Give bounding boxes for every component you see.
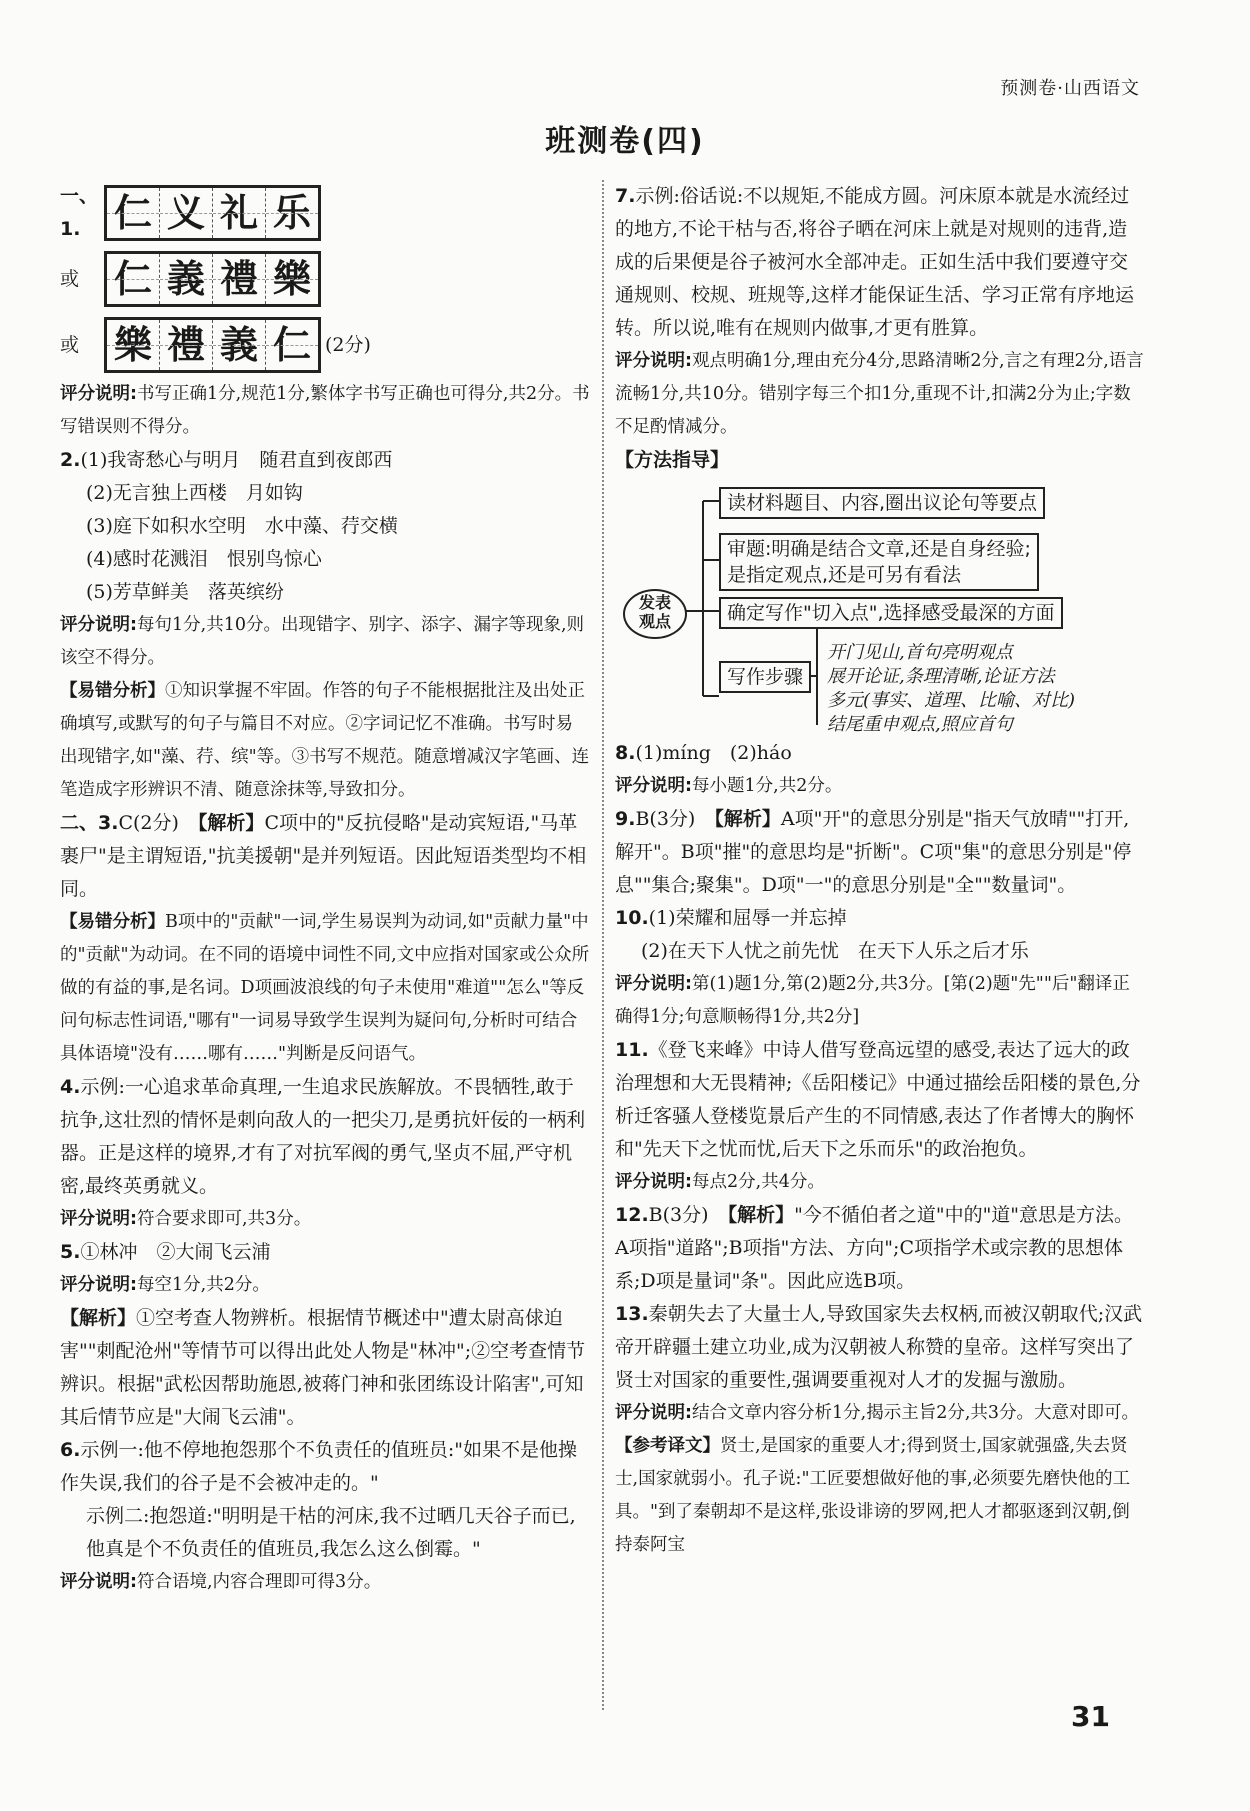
q2-error-analysis: 【易错分析】①知识掌握不牢固。作答的句子不能根据批注及出处正确填写,或默写的句子与篇目不对应。②字词记忆不准确。书写时易出现错字,如"藻、荇、缤"等。③书写不规范。随意增减汉字笔画、连笔造成字形辨识不清、随意涂抹等,导致扣分。	[60, 681, 590, 800]
q3-answer: 二、3.C(2分) 【解析】C项中的"反抗侵略"是动宾短语,"马革裹尸"是主谓短语,"抗美援朝"是并列短语。因此短语类型均不相同。	[60, 812, 587, 900]
q10-line: 10.(1)荣耀和屈辱一并忘掉	[615, 907, 847, 929]
q11-scoring: 评分说明:每点2分,共4分。	[615, 1172, 825, 1192]
q2-line: (5)芳草鲜美 落英缤纷	[86, 581, 284, 603]
writing-step: 多元(事实、道理、比喻、对比)	[827, 690, 1076, 711]
q10-block	[615, 902, 1145, 1034]
grid-cell: 仁	[107, 254, 160, 304]
grid-cell: 仁	[107, 188, 160, 238]
q6-block	[60, 1434, 590, 1599]
grid-cell: 樂	[266, 254, 318, 304]
q6-example-2: 示例二:抱怨道:"明明是干枯的河床,我不过晒几天谷子而已,他真是个不负责任的值班员,我怎么这么倒霉。"	[86, 1505, 576, 1560]
character-grid	[104, 251, 321, 307]
q5-answer: 5.①林冲 ②大闹飞云浦	[60, 1241, 271, 1263]
q2-block	[60, 444, 590, 807]
character-grid	[104, 317, 321, 373]
mind-map-branch: 写作步骤	[719, 661, 811, 693]
q1-grid-row-1	[60, 180, 590, 246]
q2-scoring: 评分说明:每句1分,共10分。出现错字、别字、添字、漏字等现象,则该空不得分。	[60, 615, 585, 668]
q12-answer: 12.B(3分) 【解析】"今不循伯者之道"中的"道"意思是方法。A项指"道路";B项指"方法、方向";C项指学术或宗教的思想体系;D项是量词"条"。因此应选B项。	[615, 1204, 1134, 1292]
q6-example-1: 6.示例一:他不停地抱怨那个不负责任的值班员:"如果不是他操作失误,我们的谷子是不会被冲走的。"	[60, 1439, 577, 1494]
mind-map-branch: 审题:明确是结合文章,还是自身经验; 是指定观点,还是可另有看法	[719, 533, 1039, 591]
q1-points: (2分)	[325, 333, 371, 356]
q9-answer: 9.B(3分) 【解析】A项"开"的意思分别是"指天气放晴""打开,解开"。B项"摧"的意思均是"折断"。C项"集"的意思分别是"停息""集合;聚集"。D项"一"的意思分别是"全""数量词"。	[615, 808, 1132, 896]
right-column	[615, 180, 1145, 1562]
grid-cell: 樂	[107, 320, 160, 370]
grid-cell: 礼	[213, 188, 266, 238]
grid-cell: 禮	[160, 320, 213, 370]
grid-cell: 義	[213, 320, 266, 370]
q13-block	[615, 1298, 1145, 1562]
running-header: 预测卷·山西语文	[1000, 78, 1140, 99]
grid-cell: 乐	[266, 188, 318, 238]
q6-scoring: 评分说明:符合语境,内容合理即可得3分。	[60, 1572, 382, 1592]
q8-scoring: 评分说明:每小题1分,共2分。	[615, 776, 843, 796]
q7-scoring: 评分说明:观点明确1分,理由充分4分,思路清晰2分,言之有理2分,语言流畅1分,共10分。错别字每三个扣1分,重现不计,扣满2分为止;字数不足酌情减分。	[615, 351, 1144, 437]
q1-grid-row-2	[60, 246, 590, 312]
column-divider	[602, 180, 604, 1710]
q2-line: (3)庭下如积水空明 水中藻、荇交横	[86, 515, 398, 537]
q9-block	[615, 803, 1145, 902]
q8-answer: 8.(1)míng (2)háo	[615, 742, 792, 764]
q13-answer: 13.秦朝失去了大量士人,导致国家失去权柄,而被汉朝取代;汉武帝开辟疆土建立功业,成为汉朝被人称赞的皇帝。这样写突出了贤士对国家的重要性,强调要重视对人才的发掘与激励。	[615, 1303, 1143, 1391]
method-mind-map	[615, 483, 1145, 733]
mind-map-branch: 确定写作"切入点",选择感受最深的方面	[719, 597, 1063, 629]
q3-block	[60, 807, 590, 1071]
page-number: 31	[1071, 1700, 1110, 1733]
q2-line: (4)感时花溅泪 恨别鸟惊心	[86, 548, 322, 570]
q5-block	[60, 1236, 590, 1434]
mind-map-root: 发表 观点	[623, 589, 687, 639]
q1-grid-row-3	[60, 312, 590, 378]
q11-answer: 11.《登飞来峰》中诗人借写登高远望的感受,表达了远大的政治理想和大无畏精神;《岳阳楼记》中通过描绘岳阳楼的景色,分析迁客骚人登楼览景后产生的不同情感,表达了作者博大的胸怀和"先天下之忧而忧,后天下之乐而乐"的政治抱负。	[615, 1039, 1141, 1160]
mind-map-branch: 读材料题目、内容,圈出议论句等要点	[719, 487, 1045, 519]
q3-error-analysis: 【易错分析】B项中的"贡献"一词,学生易误判为动词,如"贡献力量"中的"贡献"为动词。在不同的语境中词性不同,文中应指对国家或公众所做的有益的事,是名词。D项画波浪线的句子未使用"难道""怎么"等反问句标志性词语,"哪有"一词易导致学生误判为疑问句,分析时可结合具体语境"没有……哪有……"判断是反问语气。	[60, 912, 590, 1064]
q13-reference-translation: 【参考译文】贤士,是国家的重要人才;得到贤士,国家就强盛,失去贤士,国家就弱小。孔子说:"工匠要想做好他的事,必须要先磨快他的工具。"到了秦朝却不是这样,张设诽谤的罗网,把人才都驱逐到汉朝,倒持泰阿宝	[615, 1436, 1131, 1555]
q5-analysis: 【解析】①空考查人物辨析。根据情节概述中"遭太尉高俅迫害""刺配沧州"等情节可以得出此处人物是"林冲";②空考查情节辨识。根据"武松因帮助施恩,被蒋门神和张团练设计陷害",可知其后情节应是"大闹飞云浦"。	[60, 1307, 586, 1428]
q2-line: 2.(1)我寄愁心与明月 随君直到夜郎西	[60, 449, 393, 471]
q12-block	[615, 1199, 1145, 1298]
q10-line: (2)在天下人忧之前先忧 在天下人乐之后才乐	[641, 940, 1029, 962]
or-label: 或	[60, 267, 80, 290]
grid-cell: 禮	[213, 254, 266, 304]
q13-scoring: 评分说明:结合文章内容分析1分,揭示主旨2分,共3分。大意对即可。	[615, 1403, 1140, 1423]
q5-scoring: 评分说明:每空1分,共2分。	[60, 1275, 270, 1295]
q2-line: (2)无言独上西楼 月如钩	[86, 482, 303, 504]
page-title: 班测卷(四)	[545, 124, 705, 159]
q10-scoring: 评分说明:第(1)题1分,第(2)题2分,共3分。[第(2)题"先""后"翻译正确得1分;句意顺畅得1分,共2分]	[615, 974, 1130, 1027]
method-guide-label: 【方法指导】	[615, 449, 730, 471]
q4-scoring: 评分说明:符合要求即可,共3分。	[60, 1209, 312, 1229]
q1-block	[60, 180, 590, 444]
q7-block	[615, 180, 1145, 733]
q4-block	[60, 1071, 590, 1236]
q11-block	[615, 1034, 1145, 1199]
writing-step: 开门见山,首句亮明观点	[827, 642, 1013, 663]
q1-scoring: 评分说明:书写正确1分,规范1分,繁体字书写正确也可得分,共2分。书写错误则不得分。	[60, 384, 590, 437]
left-column	[60, 180, 590, 1599]
grid-cell: 義	[160, 254, 213, 304]
q7-answer: 7.示例:俗话说:不以规矩,不能成方圆。河床原本就是水流经过的地方,不论干枯与否,将谷子晒在河床上就是对规则的违背,造成的后果便是谷子被河水全部冲走。正如生活中我们要遵守交通规则、校规、班规等,这样才能保证生活、学习正常有序地运转。所以说,唯有在规则内做事,才更有胜算。	[615, 185, 1135, 339]
grid-cell: 仁	[266, 320, 318, 370]
writing-step: 展开论证,条理清晰,论证方法	[827, 666, 1055, 687]
or-label: 或	[60, 333, 80, 356]
q1-number: 一、1.	[60, 185, 99, 240]
character-grid	[104, 185, 321, 241]
q8-block	[615, 737, 1145, 803]
writing-step: 结尾重申观点,照应首句	[827, 714, 1013, 735]
grid-cell: 义	[160, 188, 213, 238]
q4-answer: 4.示例:一心追求革命真理,一生追求民族解放。不畏牺牲,敢于抗争,这壮烈的情怀是刺向敌人的一把尖刀,是勇抗奸佞的一柄利器。正是这样的境界,才有了对抗军阀的勇气,坚贞不屈,严守机密,最终英勇就义。	[60, 1076, 586, 1197]
